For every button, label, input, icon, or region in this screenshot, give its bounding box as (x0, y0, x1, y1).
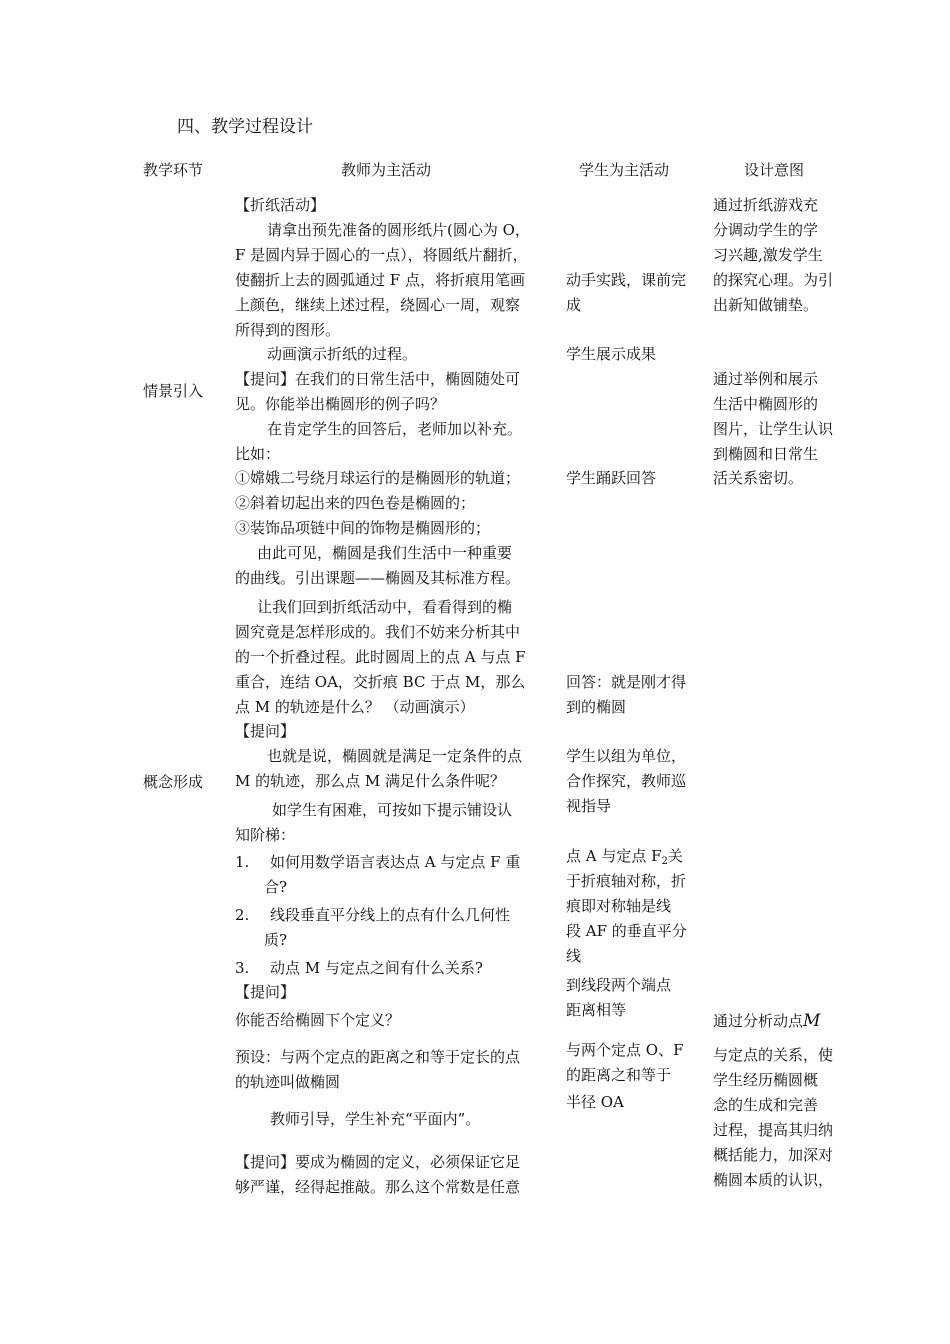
list-number: 3. (235, 959, 250, 977)
student-line: 学生展示成果 (566, 345, 657, 363)
teacher-line: 够严谨，经得起推敲。那么这个常数是任意 (235, 1178, 521, 1196)
intent-line (713, 1013, 820, 1030)
subscript: 2 (661, 856, 668, 867)
teacher-line: 知阶梯： (235, 826, 296, 844)
student-line: 段 AF 的垂直平分 (566, 922, 687, 940)
teacher-line: 【折纸活动】 (235, 196, 326, 214)
student-text: 点 A 与定点 F (566, 847, 662, 865)
intent-line: 念的生成和完善 (713, 1096, 819, 1114)
teacher-line: 比如： (235, 445, 281, 463)
teacher-line: 【提问】 (235, 722, 296, 740)
list-number: 2. (235, 906, 250, 924)
intent-line: 习兴趣,激发学生 (713, 246, 823, 264)
header-teacher: 教师为主活动 (341, 161, 432, 179)
teacher-line: ③装饰品项链中间的饰物是椭圆形的； (235, 519, 491, 537)
intent-line: 与定点的关系，使 (713, 1046, 834, 1064)
intent-line: 学生经历椭圆概 (713, 1071, 819, 1089)
teacher-line: 在肯定学生的回答后，老师加以补充。 (267, 420, 523, 438)
list-number: 1. (235, 853, 250, 871)
section-title: 四、教学过程设计 (177, 117, 313, 137)
student-line: 回答：就是刚才得 (566, 673, 687, 691)
teacher-line: 所得到的图形。 (235, 321, 341, 339)
stage-scenario-intro: 情景引入 (143, 382, 204, 400)
teacher-line: ①嫦娥二号绕月球运行的是椭圆形的轨道； (235, 469, 521, 487)
student-line: 合作探究，教师巡 (566, 772, 687, 790)
teacher-line: 如何用数学语言表达点 A 与定点 F 重 (270, 853, 521, 871)
teacher-line: 你能否给椭圆下个定义？ (235, 1011, 401, 1029)
teacher-line: 合? (264, 878, 288, 896)
intent-line: 出新知做铺垫。 (713, 296, 819, 314)
teacher-line: 重合，连结 OA，交折痕 BC 于点 M，那么 (235, 673, 526, 691)
teacher-line: 【提问】要成为椭圆的定义，必须保证它足 (235, 1153, 521, 1171)
teacher-line: 让我们回到折纸活动中，看看得到的椭 (257, 598, 513, 616)
intent-line: 生活中椭圆形的 (713, 395, 819, 413)
teacher-line: 点 M 的轨迹是什么？ （动画演示） (235, 698, 475, 716)
teacher-line: 使翻折上去的圆弧通过 F 点，将折痕用笔画 (235, 271, 525, 289)
teacher-line: 动点 M 与定点之间有什么关系? (270, 959, 483, 977)
math-variable: M (803, 1011, 821, 1031)
teacher-line: 的曲线。引出课题——椭圆及其标准方程。 (235, 569, 521, 587)
teacher-line: M 的轨迹，那么点 M 满足什么条件呢？ (235, 772, 506, 790)
student-line: 痕即对称轴是线 (566, 897, 672, 915)
teacher-line: 的一个折叠过程。此时圆周上的点 A 与点 F (235, 648, 526, 666)
teacher-line: 质? (264, 931, 288, 949)
intent-line: 分调动学生的学 (713, 221, 819, 239)
teacher-line: 教师引导，学生补充“平面内”。 (270, 1110, 481, 1128)
teacher-line: 预设：与两个定点的距离之和等于定长的点 (235, 1048, 521, 1066)
student-line: 到线段两个端点 (566, 976, 672, 994)
student-line: 学生踊跃回答 (566, 469, 657, 487)
student-line: 线 (566, 947, 582, 965)
teacher-line: 【提问】 (235, 983, 296, 1001)
teacher-line: 的轨迹叫做椭圆 (235, 1073, 341, 1091)
intent-line: 图片，让学生认识 (713, 420, 834, 438)
intent-line: 概括能力，加深对 (713, 1146, 834, 1164)
teacher-line: 【提问】在我们的日常生活中，椭圆随处可 (235, 370, 521, 388)
teacher-line: 动画演示折纸的过程。 (267, 345, 418, 363)
header-intent: 设计意图 (744, 161, 805, 179)
teacher-line: 也就是说，椭圆就是满足一定条件的点 (267, 747, 523, 765)
teacher-line: 如学生有困难，可按如下提示铺设认 (272, 801, 513, 819)
header-stage: 教学环节 (143, 161, 204, 179)
teacher-line: 线段垂直平分线上的点有什么几何性 (270, 906, 511, 924)
intent-line: 活关系密切。 (713, 469, 804, 487)
intent-line: 通过举例和展示 (713, 370, 819, 388)
intent-line: 通过折纸游戏充 (713, 196, 819, 214)
student-line: 到的椭圆 (566, 698, 627, 716)
header-student: 学生为主活动 (579, 161, 670, 179)
student-line: 距离相等 (566, 1001, 627, 1019)
student-line: 动手实践，课前完 (566, 271, 687, 289)
teacher-line: F 是圆内异于圆心的一点），将圆纸片翻折， (235, 246, 528, 264)
teacher-line: ②斜着切起出来的四色卷是椭圆的； (235, 494, 476, 512)
teacher-line: 上颜色，继续上述过程，绕圆心一周，观察 (235, 296, 521, 314)
intent-line: 的探究心理。为引 (713, 271, 834, 289)
student-text: 关 (667, 847, 683, 865)
intent-text: 通过分析动点 (713, 1012, 804, 1030)
student-line: 与两个定点 O、F (566, 1041, 684, 1059)
stage-concept-formation: 概念形成 (143, 773, 204, 791)
student-line: 成 (566, 296, 582, 314)
student-line (566, 849, 683, 867)
student-line: 的距离之和等于 (566, 1066, 672, 1084)
intent-line: 过程，提高其归纳 (713, 1121, 834, 1139)
intent-line: 椭圆本质的认识， (713, 1171, 834, 1189)
student-line: 学生以组为单位， (566, 747, 687, 765)
teacher-line: 请拿出预先准备的圆形纸片(圆心为 O， (267, 221, 530, 239)
teacher-line: 圆究竟是怎样形成的。我们不妨来分析其中 (235, 623, 521, 641)
student-line: 于折痕轴对称，折 (566, 872, 687, 890)
student-line: 视指导 (566, 797, 612, 815)
teacher-line: 见。你能举出椭圆形的例子吗？ (235, 395, 446, 413)
student-line: 半径 OA (566, 1093, 624, 1111)
teacher-line: 由此可见，椭圆是我们生活中一种重要 (257, 544, 513, 562)
intent-line: 到椭圆和日常生 (713, 445, 819, 463)
